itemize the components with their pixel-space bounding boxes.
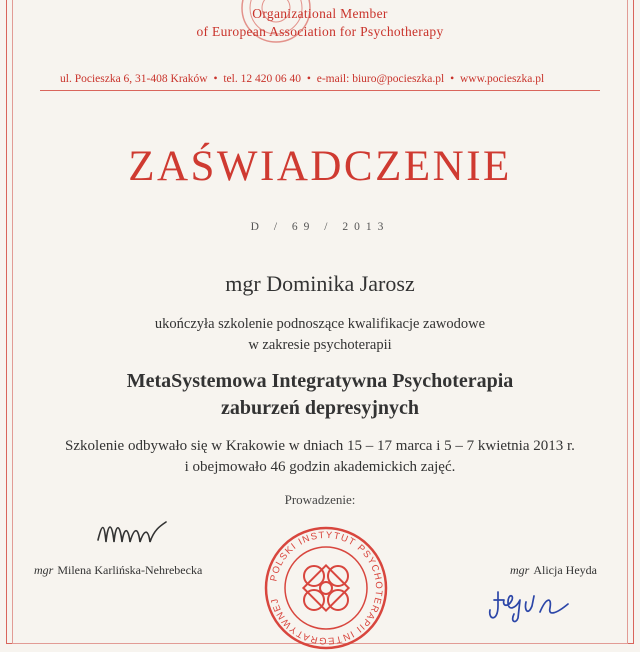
- contact-line: [60, 73, 600, 85]
- certificate-number: D / 69 / 2013: [250, 221, 390, 233]
- course-title-line1: MetaSystemowa Integratywna Psychoterapia: [126, 370, 514, 392]
- separator: •: [213, 73, 218, 85]
- header-rule: [40, 90, 600, 91]
- stamp-text: POLSKI INSTYTUT PSYCHOTERAPII INTEGRATYWNEJ: [268, 529, 385, 647]
- training-dates: Szkolenie odbywało się w Krakowie w dniach 15 – 17 marca i 5 – 7 kwietnia 2013 r.: [65, 438, 575, 454]
- recipient-name: mgr Dominika Jarosz: [225, 271, 415, 296]
- completion-text-line2: w zakresie psychoterapii: [248, 337, 392, 353]
- separator: •: [306, 73, 311, 85]
- left-signer-title: mgr: [34, 563, 54, 577]
- institute-stamp: [262, 524, 390, 652]
- right-signer-name: Alicja Heyda: [533, 563, 597, 577]
- phone: tel. 12 420 06 40: [223, 73, 301, 85]
- org-membership-line2: of European Association for Psychotherapy: [196, 24, 444, 39]
- right-signer-title: mgr: [510, 563, 530, 577]
- right-signature: [484, 586, 574, 626]
- left-signature: [92, 510, 172, 554]
- website: www.pocieszka.pl: [460, 73, 545, 85]
- email: e-mail: biuro@pocieszka.pl: [316, 73, 445, 85]
- left-signer: [34, 563, 202, 578]
- certificate-title: ZAŚWIADCZENIE: [128, 143, 512, 190]
- address: ul. Pocieszka 6, 31-408 Kraków: [60, 73, 208, 85]
- separator: •: [450, 73, 455, 85]
- training-hours: i obejmowało 46 godzin akademickich zajęć.: [184, 459, 456, 475]
- lead-label: Prowadzenie:: [284, 492, 356, 507]
- celtic-knot-icon: [303, 565, 348, 610]
- left-signer-name: Milena Karlińska-Nehrebecka: [57, 563, 203, 577]
- right-signer: [510, 563, 597, 578]
- completion-text-line1: ukończyła szkolenie podnoszące kwalifikacje zawodowe: [154, 316, 486, 332]
- course-title-line2: zaburzeń depresyjnych: [221, 397, 419, 419]
- org-membership-line1: Organizational Member: [252, 6, 388, 21]
